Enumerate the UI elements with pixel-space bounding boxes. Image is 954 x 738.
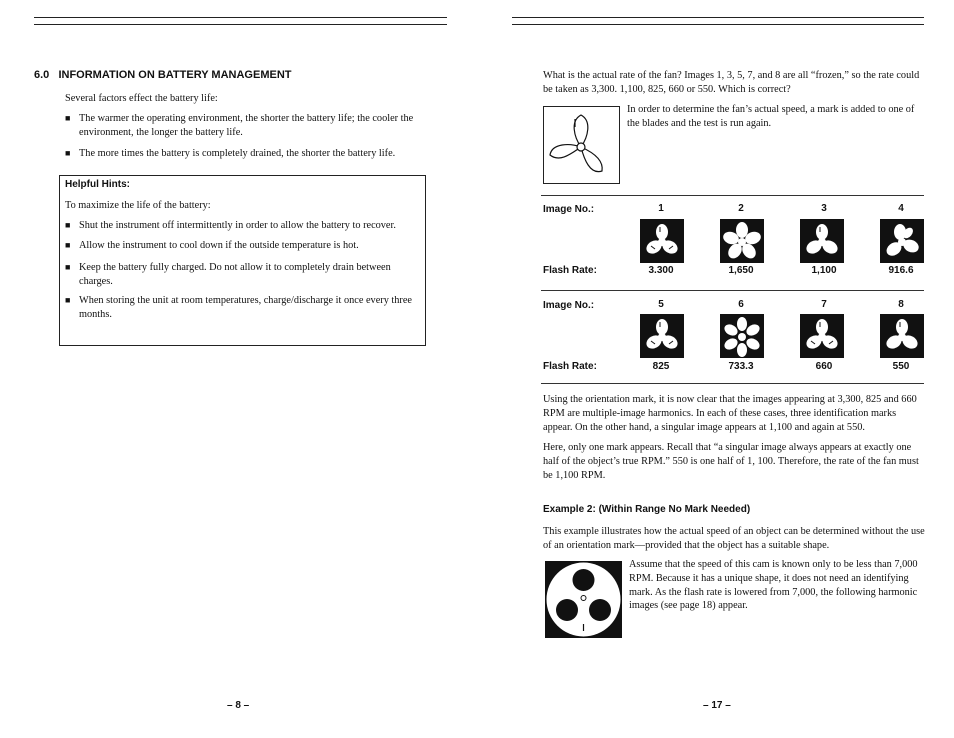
- fan-image-4: [880, 219, 924, 263]
- bullet-text: When storing the unit at room temperatures, charge/discharge it once every three months.: [79, 295, 412, 320]
- hint-bullet: [65, 219, 420, 233]
- flash-rate-value: 733.3: [728, 361, 754, 372]
- image-number: 3: [821, 203, 827, 214]
- fan-image-5: [640, 314, 684, 358]
- bullet-square-icon: ■: [65, 113, 71, 123]
- table-top-rule: [541, 195, 924, 196]
- bullet-square-icon: ■: [65, 240, 71, 250]
- fan-image-2: [720, 219, 764, 263]
- bullet-text: The more times the battery is completely drained, the shorter the battery life.: [79, 148, 396, 159]
- bullet-text: Keep the battery fully charged. Do not allow it to completely drain between charges.: [79, 262, 391, 287]
- image-number: 2: [738, 203, 744, 214]
- hints-intro: To maximize the life of the battery:: [65, 200, 211, 211]
- bullet-square-icon: ■: [65, 220, 71, 230]
- fan-image-1: [640, 219, 684, 263]
- image-number: 4: [898, 203, 904, 214]
- bullet-text: Shut the instrument off intermittently in order to allow the battery to recover.: [79, 220, 396, 231]
- section-title: 6.0 INFORMATION ON BATTERY MANAGEMENT: [34, 69, 292, 81]
- flash-rate-label: Flash Rate:: [543, 361, 597, 372]
- table-bottom-rule: [541, 383, 924, 384]
- image-no-label: Image No.:: [543, 204, 595, 215]
- image-number: 1: [658, 203, 664, 214]
- flash-rate-value: 1,100: [811, 265, 837, 276]
- flash-rate-label: Flash Rate:: [543, 265, 597, 276]
- image-number: 5: [658, 299, 664, 310]
- example-2-paragraph: This example illustrates how the actual speed of an object can be determined without the use of an orientation mark—provided that the object has a suitable shape.: [543, 526, 925, 551]
- bullet-text: Allow the instrument to cool down if the outside temperature is hot.: [79, 240, 359, 251]
- image-no-label: Image No.:: [543, 300, 595, 311]
- right-header-rule-top: [512, 17, 924, 18]
- battery-intro: Several factors effect the battery life:: [65, 93, 218, 104]
- right-header-rule-bottom: [512, 24, 924, 25]
- fan-image-6: [720, 314, 764, 358]
- fan-image-7: [800, 314, 844, 358]
- cam-diagram: [545, 561, 622, 638]
- fan-question: What is the actual rate of the fan? Images 1, 3, 5, 7, and 8 are all “frozen,” so the rate could be taken as 3,300. 1,100, 825, 660 or 550. Which is correct?: [543, 70, 920, 95]
- hints-title: Helpful Hints:: [65, 179, 130, 190]
- battery-bullet: [65, 147, 435, 161]
- orientation-paragraph: Using the orientation mark, it is now clear that the images appearing at 3,300, 825 and 660 RPM are multiple-image harmonics. In each of these cases, three identification marks appear. On the other hand, a singular image appears at 1,100 and again at 550.: [543, 394, 917, 433]
- hint-bullet: [65, 261, 420, 289]
- flash-rate-value: 825: [652, 361, 670, 372]
- bullet-text: The warmer the operating environment, the shorter the battery life; the cooler the environment, the longer the battery life.: [79, 113, 414, 138]
- battery-bullet: [65, 112, 435, 140]
- example-2-title: Example 2: (Within Range No Mark Needed): [543, 504, 751, 515]
- singular-image-paragraph: Here, only one mark appears. Recall that “a singular image always appears at exactly one half of the object’s true RPM.” 550 is one half of 1, 100. Therefore, the rate of the fan must be 1,100 RPM.: [543, 442, 919, 481]
- flash-rate-value: 660: [815, 361, 833, 372]
- fan-image-8: [880, 314, 924, 358]
- flash-rate-value: 916.6: [888, 265, 914, 276]
- mark-explanation: In order to determine the fan’s actual speed, a mark is added to one of the blades and the test is run again.: [627, 104, 915, 129]
- cam-paragraph: Assume that the speed of this cam is known only to be less than 7,000 RPM. Because it has a unique shape, it does not need an identifying mark. As the flash rate is lowered from 7,000, the following harmonic images (see page 18) appear.: [629, 559, 918, 612]
- flash-rate-value: 1,650: [728, 265, 754, 276]
- image-number: 6: [738, 299, 744, 310]
- bullet-square-icon: ■: [65, 262, 71, 272]
- left-header-rule-top: [34, 17, 447, 18]
- table-middle-rule: [541, 290, 924, 291]
- flash-rate-value: 550: [892, 361, 910, 372]
- hint-bullet: [65, 239, 420, 253]
- hint-bullet: [65, 294, 420, 322]
- right-page-number: – 17 –: [703, 700, 731, 711]
- bullet-square-icon: ■: [65, 295, 71, 305]
- left-header-rule-bottom: [34, 24, 447, 25]
- fan-image-3: [800, 219, 844, 263]
- image-number: 7: [821, 299, 827, 310]
- flash-rate-value: 3.300: [648, 265, 674, 276]
- bullet-square-icon: ■: [65, 148, 71, 158]
- left-page-number: – 8 –: [227, 700, 250, 711]
- image-number: 8: [898, 299, 904, 310]
- fan-diagram: [543, 106, 620, 184]
